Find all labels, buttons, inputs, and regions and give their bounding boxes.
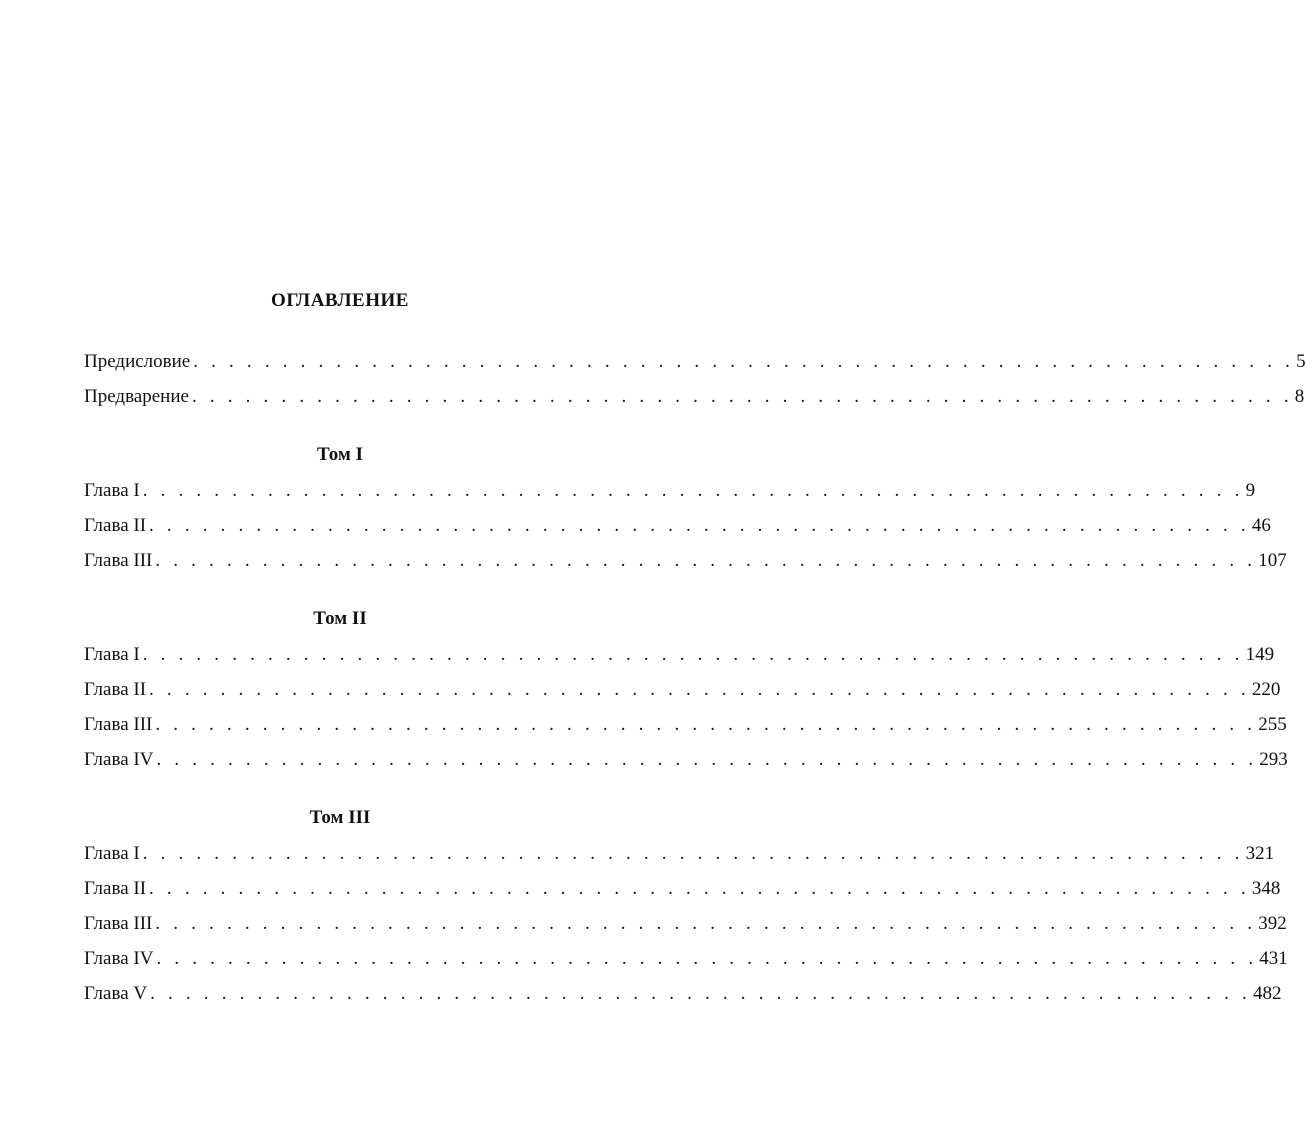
entry-page-number: 392: [1258, 913, 1287, 934]
entry-label: Глава V: [84, 983, 148, 1004]
entry-label: Глава III: [84, 550, 153, 571]
entry-label: Глава I: [84, 644, 140, 665]
toc-entry-chapter[interactable]: [84, 947, 1288, 971]
entry-page-number: 348: [1251, 878, 1281, 899]
entry-page-number: 293: [1259, 749, 1288, 770]
toc-entry-preface[interactable]: [84, 350, 1306, 374]
toc-entry-chapter[interactable]: [84, 912, 1287, 936]
page-title: ОГЛАВЛЕНИЕ: [271, 290, 409, 311]
entry-page-number: 5: [1296, 351, 1306, 372]
dot-leader: . . . . . . . . . . . . . . . . . . . . . . . . . . . . . . . . . . . . . . . . . . . . . . . . . . . . . . . . . . . . . .: [149, 515, 1250, 536]
entry-page-number: 321: [1245, 843, 1275, 864]
dot-leader: . . . . . . . . . . . . . . . . . . . . . . . . . . . . . . . . . . . . . . . . . . . . . . . . . . . . . . . . . . . . . .: [193, 351, 1295, 372]
entry-label: Глава I: [84, 843, 140, 864]
entry-page-number: 149: [1245, 644, 1275, 665]
entry-label: Глава IV: [84, 749, 154, 770]
entry-page-number: 9: [1245, 480, 1256, 501]
entry-label: Глава III: [84, 913, 153, 934]
toc-entry-chapter[interactable]: [84, 678, 1281, 702]
volume-heading: Том II: [313, 608, 367, 629]
dot-leader: . . . . . . . . . . . . . . . . . . . . . . . . . . . . . . . . . . . . . . . . . . . . . . . . . . . . . . . . . . . . . .: [142, 843, 1244, 864]
entry-page-number: 8: [1294, 386, 1305, 407]
dot-leader: . . . . . . . . . . . . . . . . . . . . . . . . . . . . . . . . . . . . . . . . . . . . . . . . . . . . . . . . . . . . . .: [191, 386, 1293, 407]
toc-entry-chapter[interactable]: [84, 713, 1287, 737]
dot-leader: . . . . . . . . . . . . . . . . . . . . . . . . . . . . . . . . . . . . . . . . . . . . . . . . . . . . . . . . . . . . . .: [155, 714, 1257, 735]
entry-page-number: 107: [1258, 550, 1287, 571]
dot-leader: . . . . . . . . . . . . . . . . . . . . . . . . . . . . . . . . . . . . . . . . . . . . . . . . . . . . . . . . . . . . . .: [149, 679, 1250, 700]
dot-leader: . . . . . . . . . . . . . . . . . . . . . . . . . . . . . . . . . . . . . . . . . . . . . . . . . . . . . . . . . . . . . .: [150, 983, 1251, 1004]
toc-entry-chapter[interactable]: [84, 982, 1282, 1006]
dot-leader: . . . . . . . . . . . . . . . . . . . . . . . . . . . . . . . . . . . . . . . . . . . . . . . . . . . . . . . . . . . . . .: [142, 480, 1244, 501]
entry-label: Предварение: [84, 386, 189, 407]
entry-page-number: 431: [1259, 948, 1288, 969]
entry-label: Глава III: [84, 714, 153, 735]
entry-label: Глава IV: [84, 948, 154, 969]
dot-leader: . . . . . . . . . . . . . . . . . . . . . . . . . . . . . . . . . . . . . . . . . . . . . . . . . . . . . . . . . . . . . .: [155, 550, 1257, 571]
toc-entry-chapter[interactable]: [84, 479, 1256, 503]
entry-label: Предисловие: [84, 351, 191, 372]
entry-label: Глава II: [84, 878, 147, 899]
toc-entry-chapter[interactable]: [84, 643, 1275, 667]
volume-heading: Том I: [316, 444, 364, 465]
entry-page-number: 255: [1258, 714, 1287, 735]
entry-page-number: 220: [1251, 679, 1281, 700]
dot-leader: . . . . . . . . . . . . . . . . . . . . . . . . . . . . . . . . . . . . . . . . . . . . . . . . . . . . . . . . . . . . . .: [156, 749, 1258, 770]
toc-entry-chapter[interactable]: [84, 842, 1275, 866]
toc-entry-chapter[interactable]: [84, 514, 1271, 538]
toc-entry-chapter[interactable]: [84, 877, 1281, 901]
toc-entry-chapter[interactable]: [84, 748, 1288, 772]
volume-heading: Том III: [309, 807, 371, 828]
dot-leader: . . . . . . . . . . . . . . . . . . . . . . . . . . . . . . . . . . . . . . . . . . . . . . . . . . . . . . . . . . . . . .: [142, 644, 1244, 665]
toc-entry-foreword[interactable]: [84, 385, 1305, 409]
entry-label: Глава II: [84, 679, 147, 700]
dot-leader: . . . . . . . . . . . . . . . . . . . . . . . . . . . . . . . . . . . . . . . . . . . . . . . . . . . . . . . . . . . . . .: [155, 913, 1257, 934]
dot-leader: . . . . . . . . . . . . . . . . . . . . . . . . . . . . . . . . . . . . . . . . . . . . . . . . . . . . . . . . . . . . . .: [156, 948, 1258, 969]
entry-page-number: 46: [1251, 515, 1271, 536]
toc-entry-chapter[interactable]: [84, 549, 1287, 573]
entry-label: Глава I: [84, 480, 140, 501]
entry-label: Глава II: [84, 515, 147, 536]
dot-leader: . . . . . . . . . . . . . . . . . . . . . . . . . . . . . . . . . . . . . . . . . . . . . . . . . . . . . . . . . . . . . .: [149, 878, 1250, 899]
entry-page-number: 482: [1252, 983, 1282, 1004]
